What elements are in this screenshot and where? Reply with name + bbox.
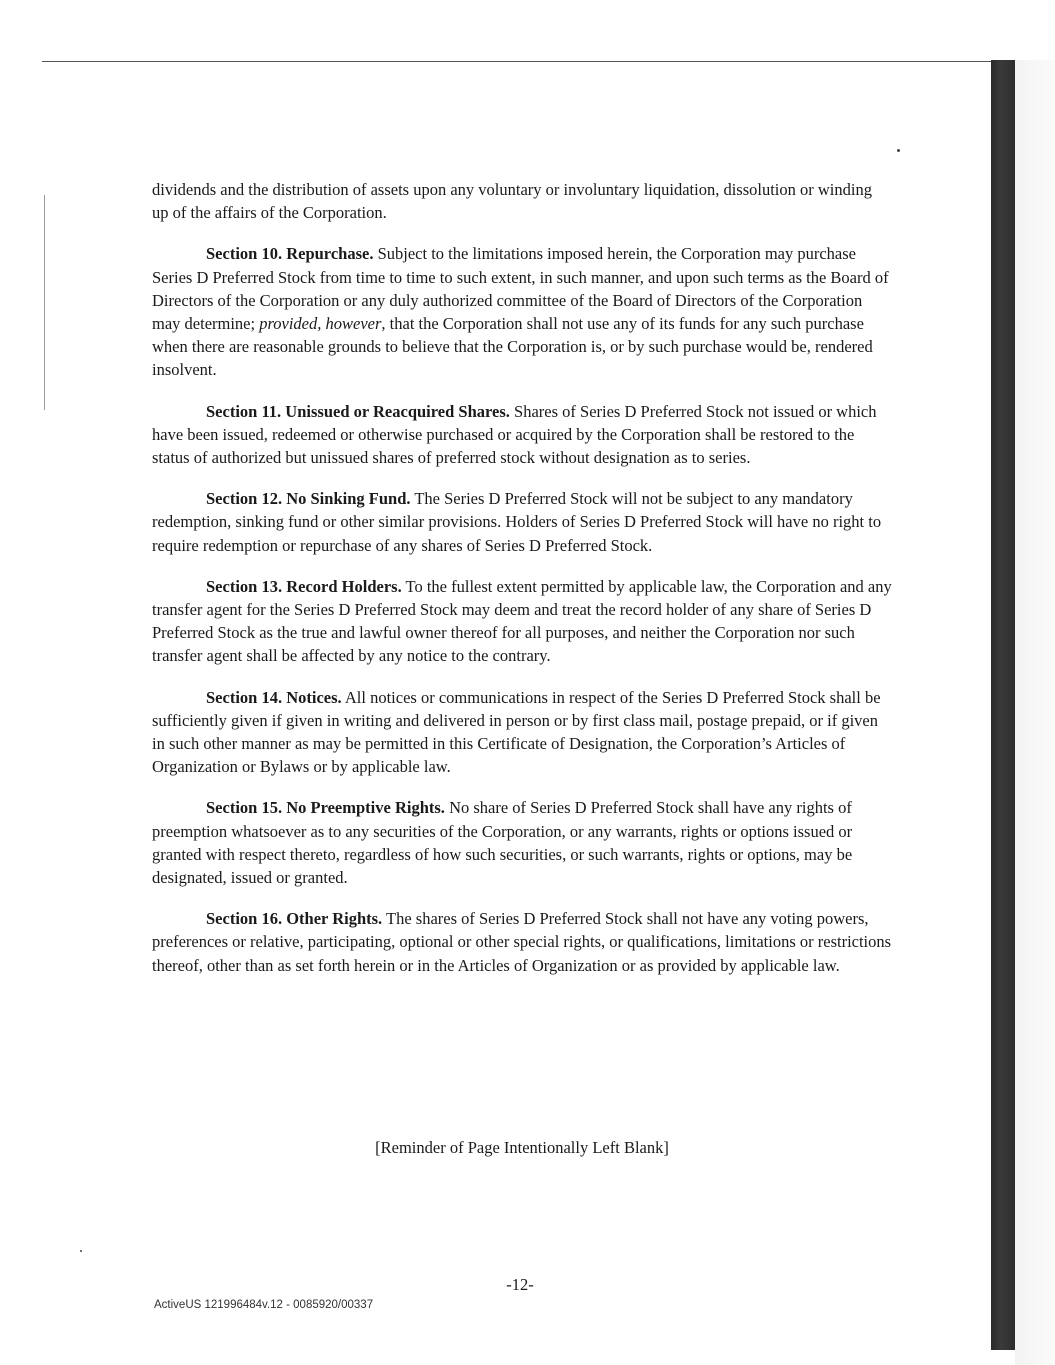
section-10-text-b: , that the Corporation shall not use any of its funds for any such purchase when there are reasonable grounds to believe that the Corporation is, or by such purchase would be, rendered insolvent. [152, 314, 873, 380]
section-15-heading: Section 15. No Preemptive Rights. [206, 798, 445, 818]
section-16-heading: Section 16. Other Rights. [206, 909, 383, 929]
closing-note: [Reminder of Page Intentionally Left Blank] [375, 1138, 669, 1157]
section-10-heading: Section 10. Repurchase. [206, 244, 374, 264]
section-13-paragraph [152, 575, 892, 668]
page-number: -12- [506, 1275, 534, 1294]
section-14-text: All notices or communications in respect of the Series D Preferred Stock shall be sufficiently given if given in writing and delivered in person or by first class mail, postage prepaid, or if given in such other manner as may be permitted in this Certificate of Designation, the Corporation’s Articles of Organization or Bylaws or by applicable law. [152, 687, 881, 777]
section-10-text-a: Subject to the limitations imposed herein, the Corporation may purchase Series D Preferred Stock from time to time to such extent, in such manner, and upon such terms as the Board of Directors of the Corporation or any duly authorized committee of the Board of Directors of the Corporation may determine; [152, 244, 889, 334]
section-10-emphasis: provided, however [259, 314, 382, 334]
document-body [152, 178, 892, 995]
section-16-paragraph [152, 907, 892, 977]
scan-top-rule [42, 61, 992, 62]
section-13-heading: Section 13. Record Holders. [206, 576, 402, 596]
section-12-heading: Section 12. No Sinking Fund. [206, 489, 411, 509]
opening-paragraph: dividends and the distribution of assets upon any voluntary or involuntary liquidation, dissolution or winding up of the affairs of the Corporation. [152, 180, 872, 223]
section-13-text: To the fullest extent permitted by applicable law, the Corporation and any transfer agent for the Series D Preferred Stock may deem and treat the record holder of any share of Series D Preferred Stock as the true and lawful owner thereof for all purposes, and neither the Corporation nor such transfer agent shall be affected by any notice to the contrary. [152, 576, 892, 666]
section-15-paragraph [152, 796, 892, 889]
section-15-text: No share of Series D Preferred Stock shall have any rights of preemption whatsoever as to any securities of the Corporation, or any warrants, rights or options issued or granted with respect thereto, regardless of how such securities, or such warrants, rights or options, may be designated, issued or granted. [152, 798, 853, 888]
section-11-paragraph [152, 400, 892, 470]
section-12-paragraph [152, 487, 892, 557]
section-14-heading: Section 14. Notices. [206, 687, 342, 707]
section-10-paragraph [152, 242, 892, 381]
section-11-text: Shares of Series D Preferred Stock not issued or which have been issued, redeemed or otherwise purchased or acquired by the Corporation shall be restored to the status of authorized but unissued shares of preferred stock without designation as to series. [152, 401, 877, 468]
section-12-text: The Series D Preferred Stock will not be subject to any mandatory redemption, sinking fund or other similar provisions. Holders of Series D Preferred Stock will have no right to require redemption or repurchase of any shares of Series D Preferred Stock. [152, 489, 882, 555]
scan-left-mark [44, 195, 45, 410]
section-16-text: The shares of Series D Preferred Stock shall not have any voting powers, preferences or relative, participating, optional or other special rights, or qualifications, limitations or restrictions thereof, other than as set forth herein or in the Articles of Organization or as provided by applicable law. [152, 909, 892, 975]
section-11-heading: Section 11. Unissued or Reacquired Shares. [206, 401, 510, 421]
scan-speck [897, 149, 900, 152]
scan-speck [80, 1250, 82, 1252]
scan-right-edge-bar [991, 60, 1015, 1350]
document-id-footer: ActiveUS 121996484v.12 - 0085920/00337 [154, 1299, 374, 1311]
scan-right-margin [1015, 60, 1055, 1365]
section-14-paragraph [152, 686, 892, 779]
